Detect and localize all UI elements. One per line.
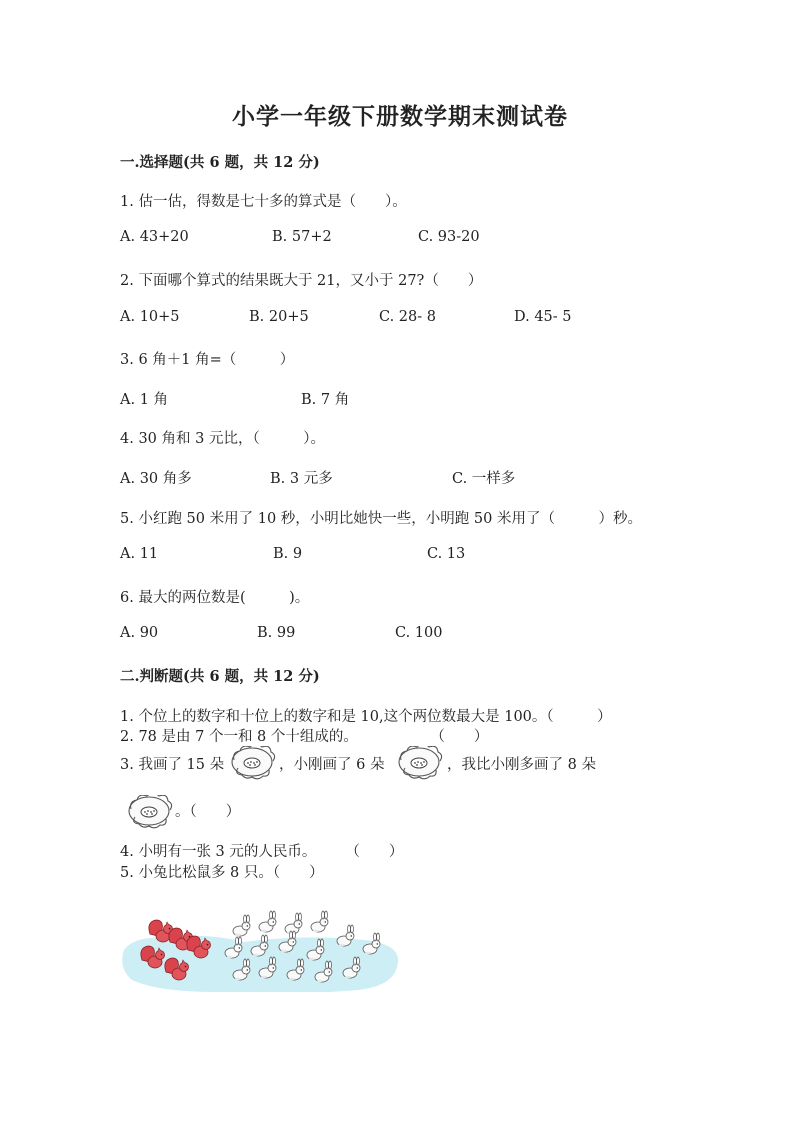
question-3-option-a: A. 1 角 [120,392,169,408]
question-2: 2. 下面哪个算式的结果既大于 21，又小于 27?（ ） [120,273,483,289]
judgement-question-3-part-1: 3. 我画了 15 朵 [120,757,225,773]
judgement-question-1: 1. 个位上的数字和十位上的数字和是 10,这个两位数最大是 100。（ ） [120,709,612,725]
section-heading-judgement: 二.判断题(共 6 题，共 12 分) [120,668,320,685]
question-5-option-a: A. 11 [120,546,159,562]
flower-icon [127,795,173,829]
question-1-option-c: C. 93-20 [418,229,480,245]
question-5-option-b: B. 9 [273,546,303,562]
question-5: 5. 小红跑 50 米用了 10 秒，小明比她快一些，小明跑 50 米用了（ ）秒。 [120,511,642,527]
question-2-option-d: D. 45- 5 [514,309,572,325]
page-title: 小学一年级下册数学期末测试卷 [232,103,568,130]
question-1-option-b: B. 57+2 [272,229,332,245]
flower-icon [230,746,276,780]
question-2-option-c: C. 28- 8 [379,309,436,325]
judgement-question-2: 2. 78 是由 7 个一和 8 个十组成的。 （ ） [120,729,489,745]
question-4-option-a: A. 30 角多 [120,471,192,487]
question-4-option-b: B. 3 元多 [270,471,333,487]
question-1: 1. 估一估，得数是七十多的算式是（ ）。 [120,194,407,210]
judgement-question-3-part-3: ，我比小刚多画了 8 朵 [447,757,596,773]
judgement-question-3-part-4: 。（ ） [175,804,241,820]
squirrels-and-rabbits-illustration [118,902,403,992]
question-1-option-a: A. 43+20 [120,229,189,245]
question-5-option-c: C. 13 [427,546,466,562]
question-2-option-b: B. 20+5 [249,309,309,325]
flower-icon [397,746,443,780]
section-heading-choice: 一.选择题(共 6 题，共 12 分) [120,154,320,171]
question-4-option-c: C. 一样多 [452,471,516,487]
question-2-option-a: A. 10+5 [120,309,180,325]
rabbit-icon [259,911,276,932]
judgement-question-3-part-2: ，小刚画了 6 朵 [279,757,385,773]
judgement-question-5: 5. 小兔比松鼠多 8 只。（ ） [120,865,324,881]
rabbit-icon [311,911,328,932]
question-4: 4. 30 角和 3 元比，（ ）。 [120,431,325,447]
question-6-option-b: B. 99 [257,625,296,641]
question-6-option-a: A. 90 [120,625,159,641]
rabbit-icon [233,915,250,936]
question-6-option-c: C. 100 [395,625,443,641]
question-6: 6. 最大的两位数是( )。 [120,590,310,606]
judgement-question-4: 4. 小明有一张 3 元的人民币。 （ ） [120,844,404,860]
question-3-option-b: B. 7 角 [301,392,350,408]
question-3: 3. 6 角＋1 角=（ ） [120,352,295,368]
